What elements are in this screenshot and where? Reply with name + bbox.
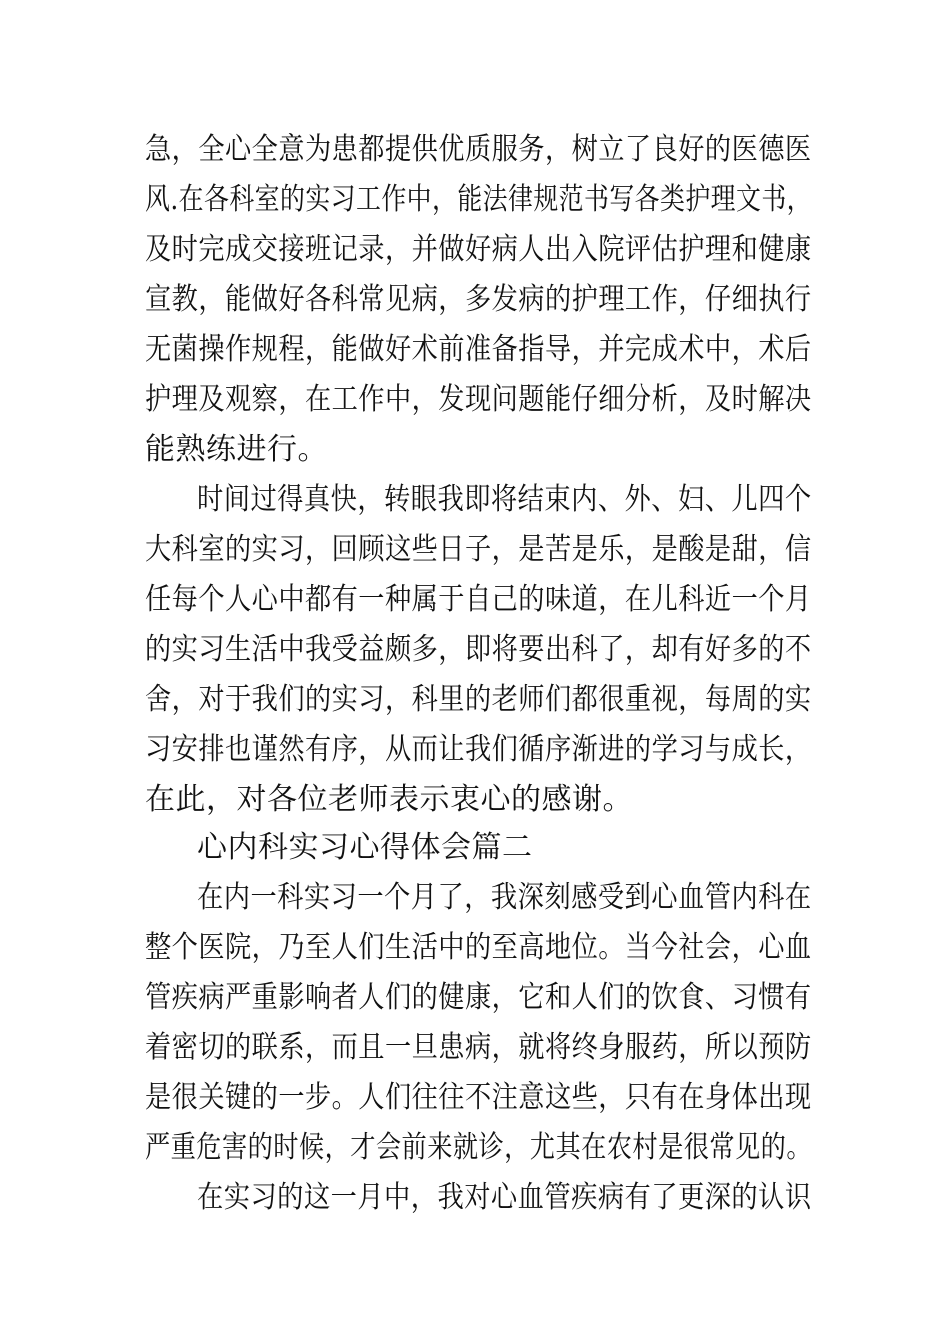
text-line: 能熟练进行。 bbox=[145, 432, 328, 467]
paragraph-first-line: 在实习的这一月中，我对心血管疾病有了更深的认识 bbox=[197, 1180, 812, 1215]
text-line: 是很关键的一步。人们往往不注意这些，只有在身体出现 bbox=[145, 1080, 812, 1115]
text-line: 宣教，能做好各科常见病，多发病的护理工作，仔细执行 bbox=[145, 282, 812, 317]
text-line: 着密切的联系，而且一旦患病，就将终身服药，所以预防 bbox=[145, 1030, 812, 1065]
text-line: 在此，对各位老师表示衷心的感谢。 bbox=[145, 782, 633, 817]
text-line: 风.在各科室的实习工作中，能法律规范书写各类护理文书， bbox=[145, 182, 813, 217]
text-line: 护理及观察，在工作中，发现问题能仔细分析，及时解决 bbox=[145, 382, 812, 417]
text-line: 管疾病严重影响者人们的健康，它和人们的饮食、习惯有 bbox=[145, 980, 812, 1015]
text-line: 整个医院，乃至人们生活中的至高地位。当今社会，心血 bbox=[145, 930, 812, 965]
section-heading: 心内科实习心得体会篇二 bbox=[197, 830, 533, 865]
text-line: 严重危害的时候，才会前来就诊，尤其在农村是很常见的。 bbox=[145, 1130, 812, 1165]
text-line: 习安排也谨然有序，从而让我们循序渐进的学习与成长， bbox=[145, 732, 812, 767]
text-line: 的实习生活中我受益颇多，即将要出科了，却有好多的不 bbox=[145, 632, 812, 667]
text-line: 无菌操作规程，能做好术前准备指导，并完成术中，术后 bbox=[145, 332, 812, 367]
paragraph-first-line: 时间过得真快，转眼我即将结束内、外、妇、儿四个 bbox=[197, 482, 812, 517]
paragraph-first-line: 在内一科实习一个月了，我深刻感受到心血管内科在 bbox=[197, 880, 812, 915]
text-line: 及时完成交接班记录，并做好病人出入院评估护理和健康 bbox=[145, 232, 812, 267]
text-line: 大科室的实习，回顾这些日子，是苦是乐，是酸是甜，信 bbox=[145, 532, 812, 567]
text-line: 任每个人心中都有一种属于自己的味道，在儿科近一个月 bbox=[145, 582, 812, 617]
text-line: 急，全心全意为患都提供优质服务，树立了良好的医德医 bbox=[145, 132, 812, 167]
text-line: 舍，对于我们的实习，科里的老师们都很重视，每周的实 bbox=[145, 682, 812, 717]
